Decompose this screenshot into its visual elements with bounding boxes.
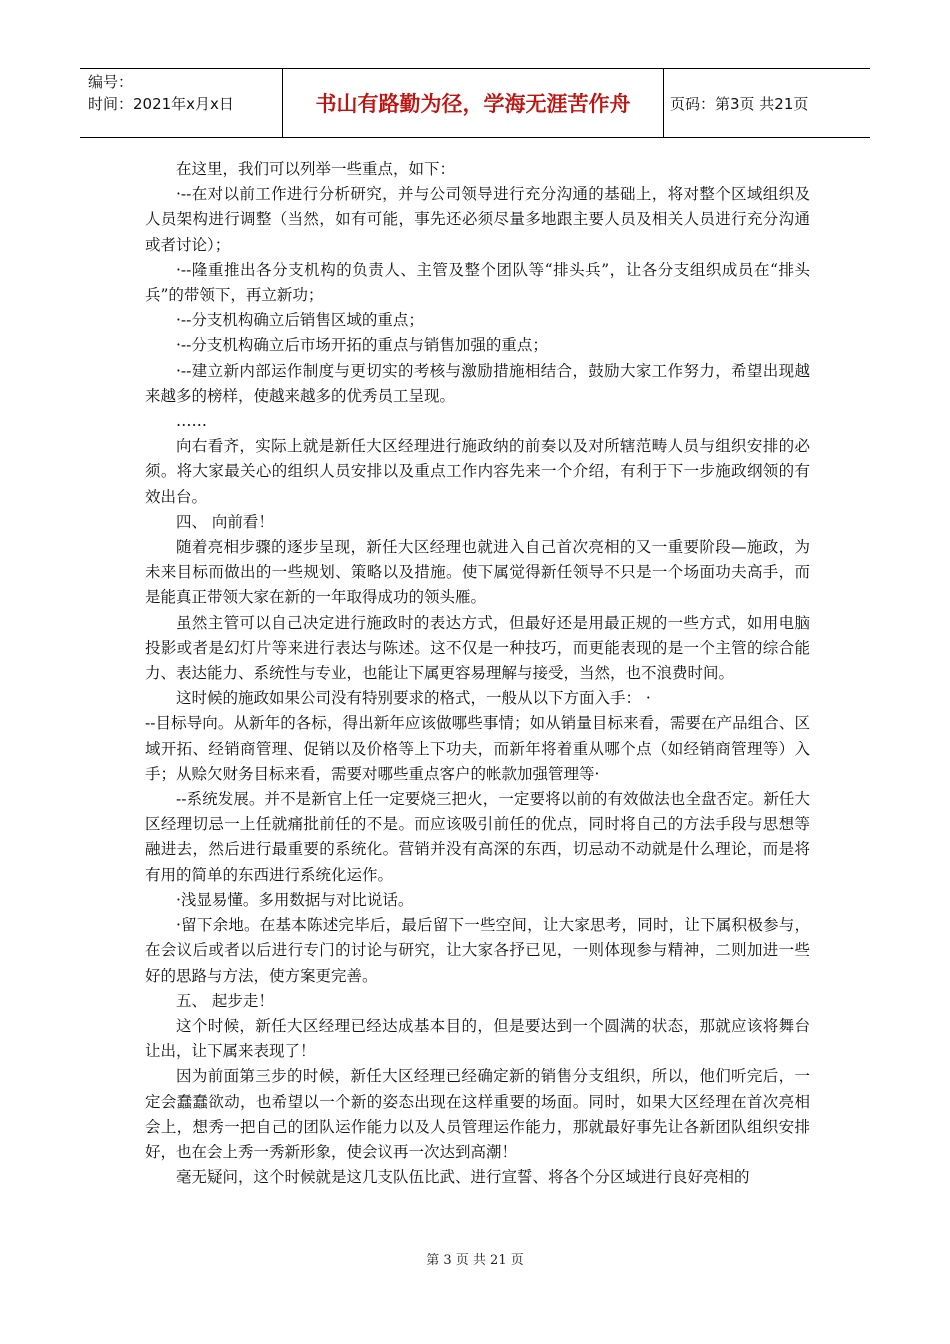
bullet-paragraph: ·--分支机构确立后市场开拓的重点与销售加强的重点； bbox=[176, 336, 548, 355]
section-heading-4: 四、 向前看！ bbox=[176, 512, 274, 531]
page-footer: 第 3 页 共 21 页 bbox=[426, 1253, 524, 1268]
paragraph: 这时候的施政如果公司没有特别要求的格式，一般从以下方面入手： · bbox=[176, 689, 651, 708]
bullet-paragraph: ·--分支机构确立后销售区域的重点； bbox=[176, 311, 424, 330]
list-paragraph: --目标导向。从新年的各标，得出新年应该做哪些事情；如从销量目标来看，需要在产品组合、区域开拓、经销商管理、促销以及价格等上下功夫，而新年将着重从哪个点（如经销商管理等）入手；从赊欠财务目标来看，需要对哪些重点客户的帐款加强管理等· bbox=[145, 714, 810, 783]
document-body bbox=[145, 157, 810, 1190]
number-label: 编号： bbox=[88, 73, 134, 91]
header-motto-cell bbox=[283, 69, 664, 137]
section-heading-5: 五、 起步走！ bbox=[176, 991, 274, 1010]
header-page-cell bbox=[664, 69, 870, 137]
bullet-paragraph: ·--隆重推出各分支机构的负责人、主管及整个团队等“排头兵”，让各分支组织成员在“排头兵”的带领下，再立新功； bbox=[145, 260, 810, 305]
paragraph: 毫无疑问，这个时候就是这几支队伍比武、进行宣誓、将各个分区域进行良好亮相的 bbox=[176, 1168, 750, 1187]
time-label: 时间：2021年x月x日 bbox=[88, 95, 234, 113]
bullet-paragraph: ·留下余地。在基本陈述完毕后，最后留下一些空间，让大家思考，同时，让下属积极参与，在会议后或者以后进行专门的讨论与研究，让大家各抒已见，一则体现参与精神，二则加进一些好的思路与方法，使方案更完善。 bbox=[145, 916, 810, 985]
list-paragraph: --系统发展。并不是新官上任一定要烧三把火，一定要将以前的有效做法也全盘否定。新任大区经理切忌一上任就痛批前任的不是。而应该吸引前任的优点，同时将自己的方法手段与思想等融进去，然后进行最重要的系统化。营销并没有高深的东西，切忌动不动就是什么理论，而是将有用的简单的东西进行系统化运作。 bbox=[145, 790, 810, 884]
paragraph: 这个时候，新任大区经理已经达成基本目的，但是要达到一个圆满的状态，那就应该将舞台让出，让下属来表现了！ bbox=[145, 1016, 810, 1061]
header-meta-cell bbox=[80, 69, 283, 137]
bullet-paragraph: ·--在对以前工作进行分析研究，并与公司领导进行充分沟通的基础上，将对整个区域组织及人员架构进行调整（当然，如有可能，事先还必须尽量多地跟主要人员及相关人员进行充分沟通或者讨论）； bbox=[145, 185, 810, 254]
header-motto: 书山有路勤为径，学海无涯苦作舟 bbox=[315, 92, 631, 116]
page-header bbox=[80, 68, 870, 138]
paragraph: 虽然主管可以自己决定进行施政时的表达方式，但最好还是用最正规的一些方式，如用电脑投影或者是幻灯片等来进行表达与陈述。这不仅是一种技巧，而更能表现的是一个主管的综合能力、表达能力、系统性与专业，也能让下属更容易理解与接受，当然，也不浪费时间。 bbox=[145, 613, 810, 683]
paragraph: 因为前面第三步的时候，新任大区经理已经确定新的销售分支组织，所以，他们听完后，一定会蠢蠢欲动，也希望以一个新的姿态出现在这样重要的场面。同时，如果大区经理在首次亮相会上，想秀一把自己的团队运作能力以及人员管理运作能力，那就最好事先让各新团队组织安排好，也在会上秀一秀新形象，使会议再一次达到高潮！ bbox=[145, 1067, 810, 1161]
ellipsis-line: …… bbox=[176, 412, 207, 431]
bullet-paragraph: ·浅显易懂。多用数据与对比说话。 bbox=[176, 890, 414, 909]
paragraph: 在这里，我们可以列举一些重点，如下： bbox=[176, 160, 456, 178]
page-info: 页码：第3页 共21页 bbox=[670, 95, 809, 113]
paragraph: 向右看齐，实际上就是新任大区经理进行施政纳的前奏以及对所辖范畴人员与组织安排的必须。将大家最关心的组织人员安排以及重点工作内容先来一个介绍，有利于下一步施政纲领的有效出台。 bbox=[145, 437, 810, 506]
bullet-paragraph: ·--建立新内部运作制度与更切实的考核与激励措施相结合，鼓励大家工作努力，希望出现越来越多的榜样，使越来越多的优秀员工呈现。 bbox=[145, 361, 810, 405]
paragraph: 随着亮相步骤的逐步呈现，新任大区经理也就进入自己首次亮相的又一重要阶段—施政，为未来目标而做出的一些规划、策略以及措施。使下属觉得新任领导不只是一个场面功夫高手，而是能真正带领大家在新的一年取得成功的领头雁。 bbox=[145, 538, 810, 607]
